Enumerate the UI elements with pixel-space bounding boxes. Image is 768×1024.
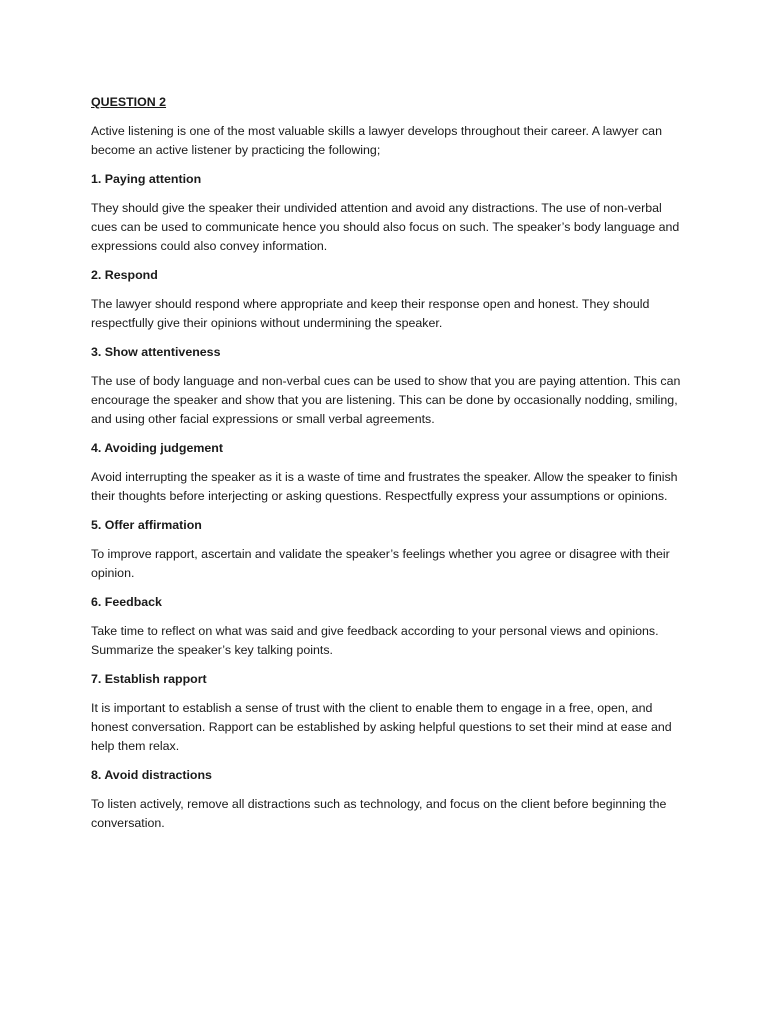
section-body-8: To listen actively, remove all distractions such as technology, and focus on the client before beginning the conversation.: [91, 797, 667, 830]
section-heading-3: 3. Show attentiveness: [91, 345, 221, 359]
section-body-1: They should give the speaker their undivided attention and avoid any distractions. The use of non-verbal cues can be used to communicate hence you should also focus on such. The speaker’s body language and expressions could also convey information.: [91, 201, 680, 253]
section-heading-8: 8. Avoid distractions: [91, 768, 212, 782]
section-heading-2: 2. Respond: [91, 268, 158, 282]
section-heading-5: 5. Offer affirmation: [91, 518, 202, 532]
section-heading-4: 4. Avoiding judgement: [91, 441, 223, 455]
section-body-3: The use of body language and non-verbal cues can be used to show that you are paying attention. This can encourage the speaker and show that you are listening. This can be done by occasionally nodding, smiling, and using other facial expressions or small verbal agreements.: [91, 374, 681, 426]
section-body-4: Avoid interrupting the speaker as it is a waste of time and frustrates the speaker. Allow the speaker to finish their thoughts before interjecting or asking questions. Respectfully express your assumptions or opinions.: [91, 470, 678, 503]
section-heading-1: 1. Paying attention: [91, 172, 202, 186]
section-body-2: The lawyer should respond where appropriate and keep their response open and honest. They should respectfully give their opinions without undermining the speaker.: [91, 297, 650, 330]
section-body-6: Take time to reflect on what was said and give feedback according to your personal views and opinions. Summarize the speaker’s key talking points.: [91, 624, 659, 657]
intro-paragraph: Active listening is one of the most valuable skills a lawyer develops throughout their career. A lawyer can become an active listener by practicing the following;: [91, 124, 662, 157]
document-title: QUESTION 2: [91, 95, 167, 109]
section-body-7: It is important to establish a sense of trust with the client to enable them to engage in a free, open, and honest conversation. Rapport can be established by asking helpful questions to set their mind at ease and help them relax.: [91, 701, 672, 753]
section-heading-6: 6. Feedback: [91, 595, 162, 609]
section-heading-7: 7. Establish rapport: [91, 672, 207, 686]
document-page: [91, 93, 683, 843]
section-body-5: To improve rapport, ascertain and validate the speaker’s feelings whether you agree or disagree with their opinion.: [91, 547, 670, 580]
